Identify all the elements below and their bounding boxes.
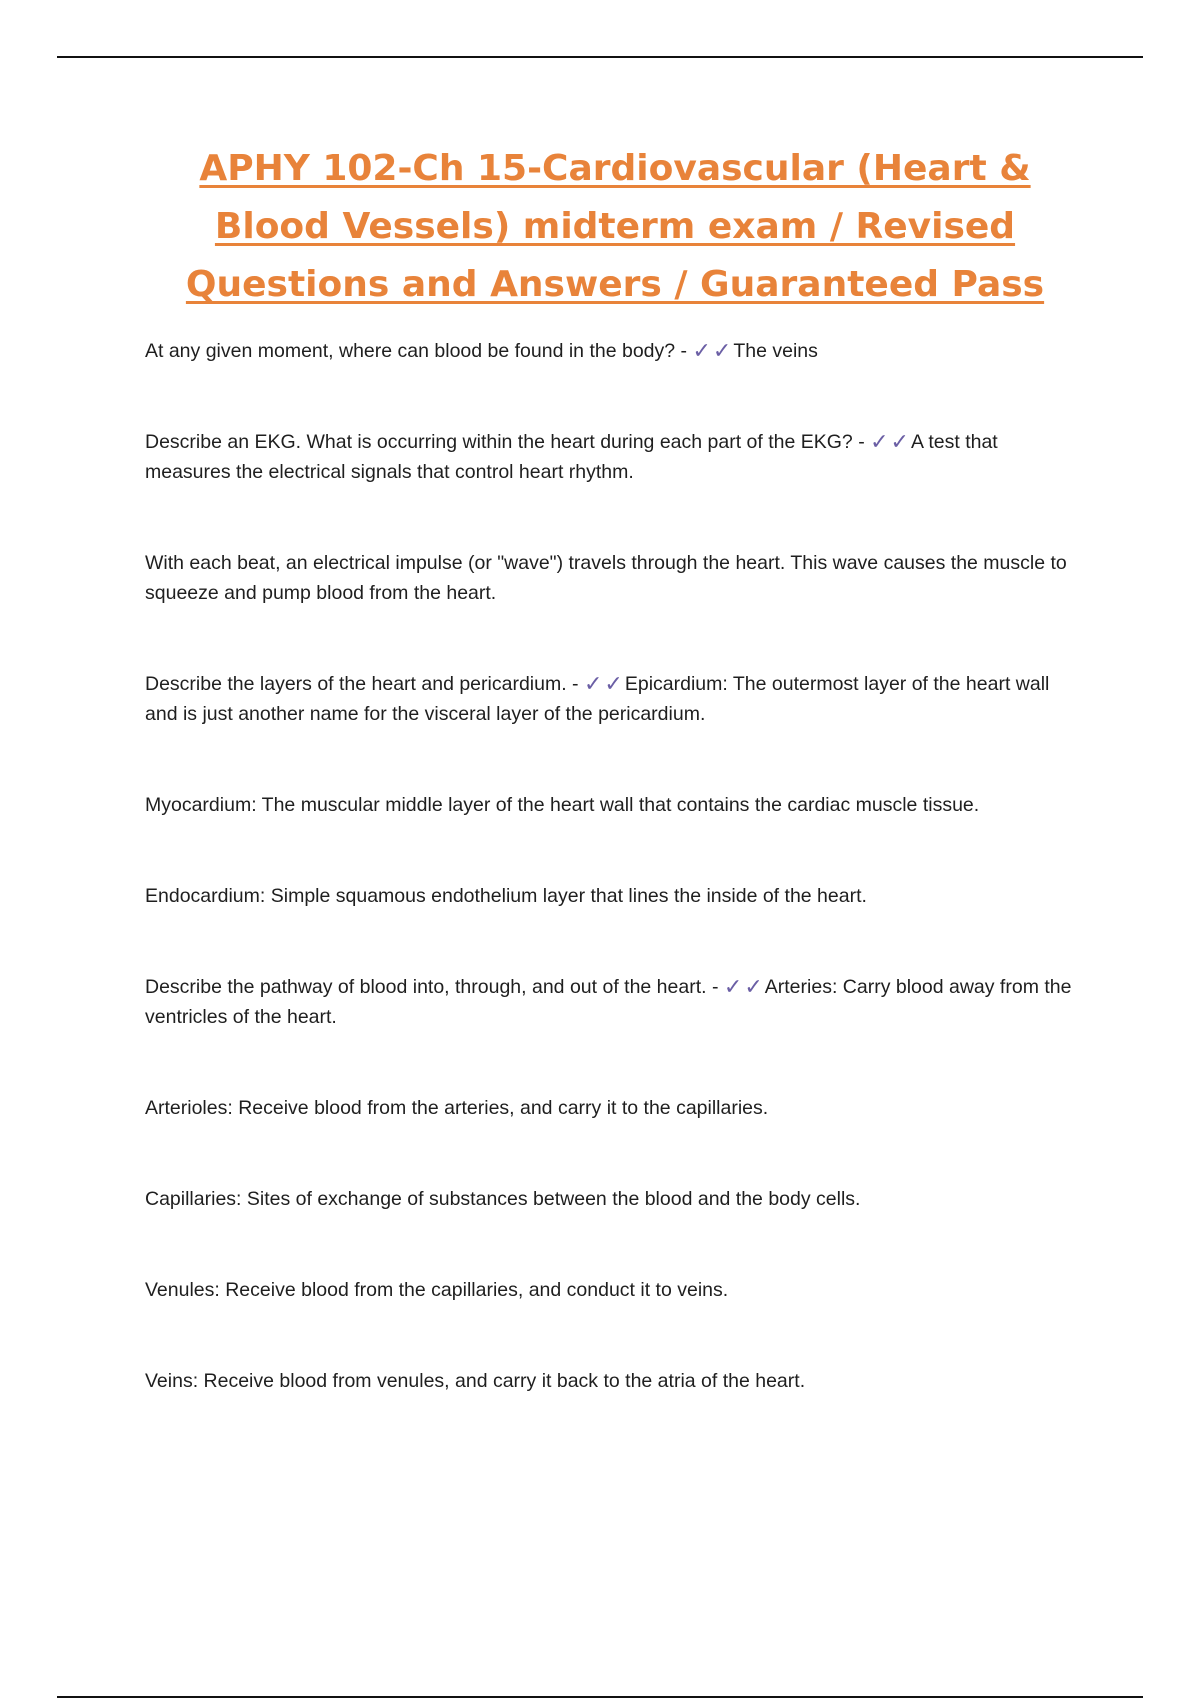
separator: - xyxy=(675,340,693,362)
check-marks-icon: ✓✓ xyxy=(583,672,625,697)
check-marks-icon: ✓✓ xyxy=(723,975,765,1000)
answer-text: Arteries: Carry blood away from the ventricles of the heart. xyxy=(145,976,1072,1028)
separator: - xyxy=(706,976,724,998)
separator: - xyxy=(566,673,584,695)
header-rule xyxy=(57,56,1143,58)
text-block: Capillaries: Sites of exchange of substances between the blood and the body cells. xyxy=(145,1188,861,1210)
qa-block xyxy=(145,669,1085,729)
text-block: Venules: Receive blood from the capillaries, and conduct it to veins. xyxy=(145,1279,729,1301)
question-text: Describe the layers of the heart and pericardium. xyxy=(145,673,567,695)
answer-text: Epicardium: The outermost layer of the heart wall and is just another name for the visceral layer of the pericardium. xyxy=(145,673,1050,725)
qa-block xyxy=(145,427,1085,487)
qa-block xyxy=(145,972,1085,1032)
answer-text: A test that measures the electrical signals that control heart rhythm. xyxy=(145,431,998,483)
text-block: Endocardium: Simple squamous endothelium layer that lines the inside of the heart. xyxy=(145,885,867,907)
document-body xyxy=(145,336,1085,1457)
text-block: Arterioles: Receive blood from the arteries, and carry it to the capillaries. xyxy=(145,1097,769,1119)
qa-block xyxy=(145,336,1085,366)
separator: - xyxy=(852,431,871,453)
footer-rule xyxy=(57,1696,1143,1698)
document-title: APHY 102-Ch 15-Cardiovascular (Heart & Blood Vessels) midterm exam / Revised Questions and Answers / Guaranteed Pass xyxy=(185,148,1045,305)
question-text: At any given moment, where can blood be found in the body? xyxy=(145,340,676,362)
text-block: Myocardium: The muscular middle layer of the heart wall that contains the cardiac muscle tissue. xyxy=(145,794,980,816)
check-marks-icon: ✓✓ xyxy=(870,430,911,455)
text-block: Veins: Receive blood from venules, and carry it back to the atria of the heart. xyxy=(145,1370,806,1392)
check-marks-icon: ✓✓ xyxy=(692,339,734,364)
question-text: Describe the pathway of blood into, through, and out of the heart. xyxy=(145,976,707,998)
text-block: With each beat, an electrical impulse (or "wave") travels through the heart. This wave causes the muscle to squeeze and pump blood from the heart. xyxy=(145,552,1067,604)
question-text: Describe an EKG. What is occurring within the heart during each part of the EKG? xyxy=(145,431,853,453)
answer-text: The veins xyxy=(733,340,818,362)
